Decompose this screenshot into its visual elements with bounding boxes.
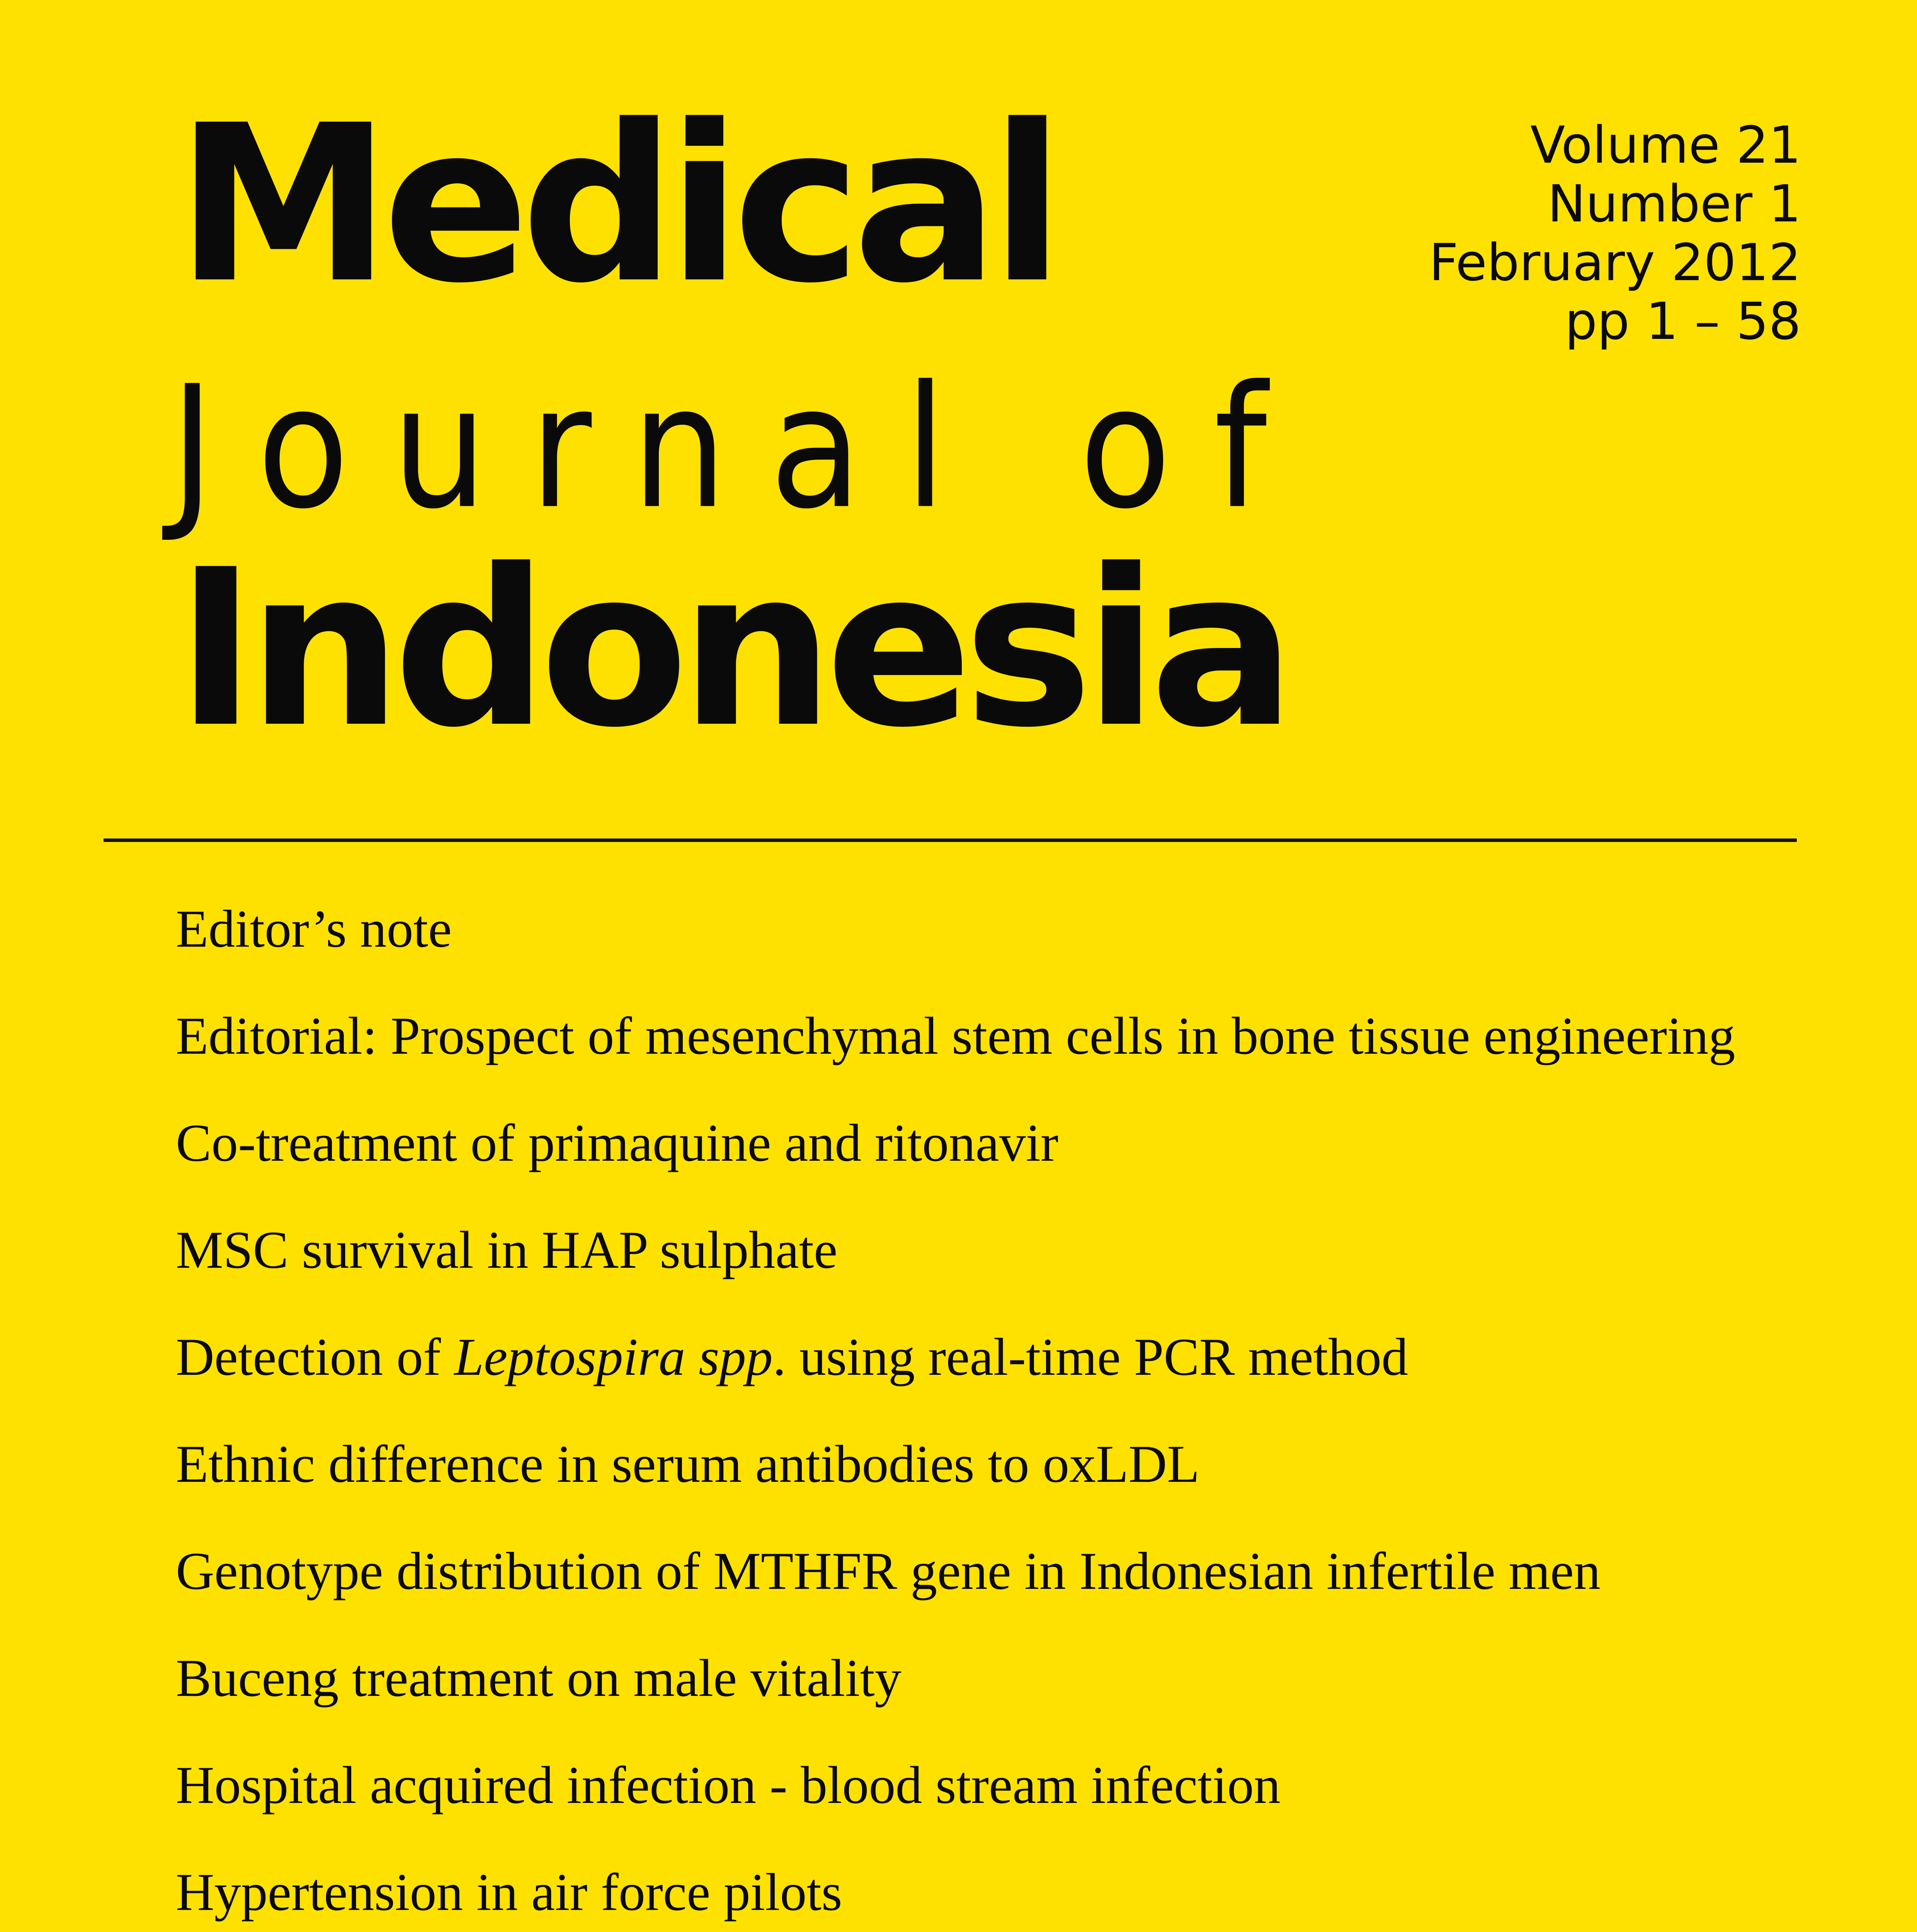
issue-date: February 2012 <box>1429 233 1801 293</box>
top-divider <box>104 838 1797 842</box>
contents-item: MSC survival in HAP sulphate <box>176 1220 838 1279</box>
table-of-contents <box>176 899 1735 1932</box>
issue-pages: pp 1 – 58 <box>1565 292 1801 351</box>
contents-item: Hospital acquired infection - blood stream infection <box>176 1755 1281 1815</box>
contents-item: Editor’s note <box>176 899 452 958</box>
issue-volume: Volume 21 <box>1530 116 1801 175</box>
contents-item: Editorial: Prospect of mesenchymal stem cells in bone tissue engineering <box>176 1006 1735 1065</box>
contents-item <box>176 1327 1735 1437</box>
masthead-journal-of: Journal of <box>170 349 1310 546</box>
contents-item-italic-term: Leptospira spp <box>454 1327 773 1386</box>
contents-item-text: Detection of <box>176 1327 454 1386</box>
issue-info <box>1429 116 1801 351</box>
contents-item: Co-treatment of primaquine and ritonavir <box>176 1113 1058 1172</box>
issue-number: Number 1 <box>1547 174 1801 234</box>
masthead-indonesia: Indonesia <box>176 523 1288 775</box>
contents-item: Buceng treatment on male vitality <box>176 1648 902 1708</box>
contents-item-text: . using real-time PCR method <box>772 1327 1408 1386</box>
masthead-medical: Medical <box>176 79 1056 331</box>
contents-item: Ethnic difference in serum antibodies to oxLDL <box>176 1434 1200 1493</box>
contents-item: Genotype distribution of MTHFR gene in Indonesian infertile men <box>176 1541 1601 1600</box>
contents-item: Hypertension in air force pilots <box>176 1862 842 1922</box>
